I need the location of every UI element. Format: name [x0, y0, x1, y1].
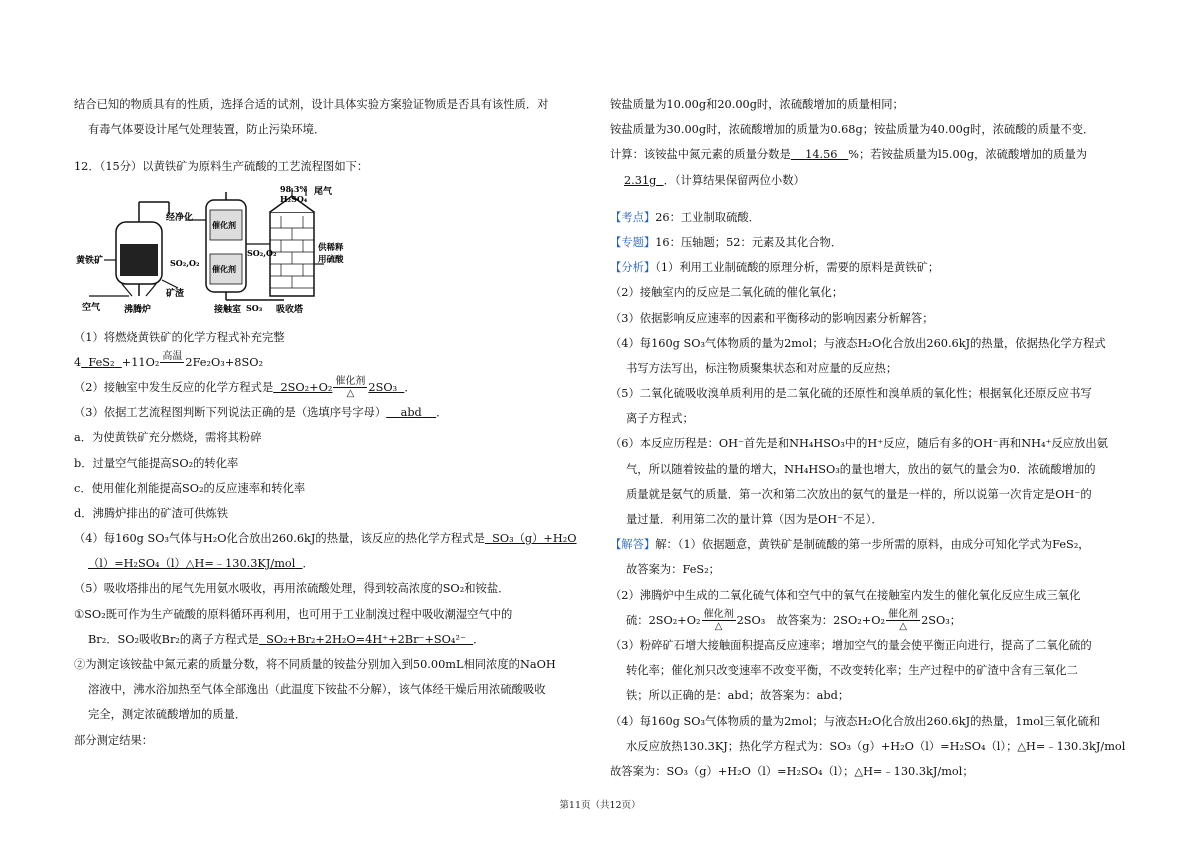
text-fragment: 硫：2SO₂+O₂ — [626, 613, 701, 627]
option-c: c．使用催化剂能提高SO₂的反应速率和转化率 — [74, 481, 306, 495]
answer-blank: （l）=H₂SO₄（l）△H=﹣130.3KJ/mol — [88, 557, 296, 571]
purify-label: 经净化 — [166, 212, 194, 223]
text-line: 书写方法写出，标注物质聚集状态和对应量的反应热； — [626, 361, 898, 375]
text-fragment: 计算：该铵盐中氮元素的质量分数是 — [610, 148, 791, 162]
text-line: 离子方程式； — [626, 412, 694, 426]
reaction-condition — [333, 376, 367, 399]
text-fragment: %；若铵盐质量为l5.00g，浓硫酸增加的质量为 — [848, 148, 1088, 162]
reaction-condition — [702, 609, 736, 632]
text-fragment: 2Fe₂O₃+8SO₂ — [185, 355, 263, 369]
answer-blank: 14.56 — [805, 148, 838, 162]
text-fragment: ． — [404, 380, 416, 394]
text-fragment: 4 — [74, 355, 82, 369]
text-line: （6）本反应历程是：OH⁻首先是和NH₄HSO₃中的H⁺反应，随后有多的OH⁻再和NH₄⁺反应放出氨 — [610, 437, 1108, 451]
text-line: （1）将燃烧黄铁矿的化学方程式补充完整 — [74, 330, 285, 344]
page-footer: 第11页（共12页） — [559, 800, 641, 811]
condition-bottom: △ — [899, 621, 907, 633]
text-line: 铵盐质量为30.00g时，浓硫酸增加的质量为0.68g；铵盐质量为40.00g时，浓硫酸的质量不变． — [610, 123, 1095, 137]
answer-blank: abd — [400, 406, 422, 420]
text-fragment: （2）接触室中发生反应的化学方程式是 — [74, 380, 274, 394]
section-tag: 【专题】 — [610, 235, 656, 249]
option-a: a．为使黄铁矿充分燃烧，需将其粉碎 — [74, 431, 262, 445]
text-fragment: ． — [436, 406, 448, 420]
topic — [610, 230, 1128, 255]
text-line: （4）每160g SO₃气体物质的量为2mol；与液态H₂O化合放出260.6kJ的热量，1mol三氧化硫和 — [610, 714, 1101, 728]
air-label: 空气 — [82, 302, 101, 313]
text-line — [74, 526, 594, 551]
answer-blank: 2SO₂+O₂ — [280, 380, 333, 394]
dilute-label-1: 供稀释 — [318, 242, 344, 253]
text-line — [74, 551, 594, 576]
dilute-label-2: 用硫酸 — [318, 254, 344, 265]
text-fragment: 解：（1）依据题意，黄铁矿是制硫酸的第一步所需的原料，由成分可知化学式为FeS₂， — [655, 538, 1090, 552]
text-line: 量过量．利用第二次的量计算（因为是OH⁻不足）． — [626, 513, 883, 526]
text-line: （3）依据影响反应速率的因素和平衡移动的影响因素分析解答； — [610, 311, 934, 325]
condition-top: 催化剂 — [335, 376, 366, 388]
condition-top: 催化剂 — [888, 609, 919, 621]
question-12-title: 12．（15分）以黄铁矿为原料生产硫酸的工艺流程图如下： — [74, 160, 369, 174]
answer-blank: FeS₂ — [88, 355, 115, 369]
left-column — [74, 92, 594, 753]
analysis — [610, 255, 1128, 280]
answer-blank: SO₂+Br₂+2H₂O=4H⁺+2Br⁻+SO₄²⁻ — [266, 632, 466, 646]
text-line: 气，所以随着铵盐的量的增大，NH₄HSO₃的量也增大，放出的氨气的量会为0．浓硫酸增加的 — [626, 462, 1096, 476]
text-line: 转化率；催化剂只改变速率不改变平衡，不改变转化率；生产过程中的矿渣中含有三氧化二 — [626, 664, 1078, 678]
text-fragment: （3）依据工艺流程图判断下列说法正确的是（选填序号字母） — [74, 406, 387, 420]
text-line: （2）接触室内的反应是二氧化硫的催化氧化； — [610, 286, 844, 300]
section-tag: 【解答】 — [610, 538, 656, 552]
text-line: 溶液中，沸水浴加热至气体全部逸出（此温度下铵盐不分解），该气体经干燥后用浓硫酸吸收 — [88, 683, 546, 697]
text-fragment: 16：压轴题；52：元素及其化合物． — [655, 235, 843, 249]
condition-top: 催化剂 — [703, 609, 734, 621]
text-fragment: ． — [473, 632, 485, 646]
text-line: 有毒气体要设计尾气处理装置，防止污染环境． — [88, 123, 326, 137]
furnace-label: 沸腾炉 — [124, 304, 152, 315]
text-fragment: 2SO₃ 故答案为：2SO₂+O₂ — [736, 613, 886, 627]
text-line: （2）沸腾炉中生成的二氧化硫气体和空气中的氧气在接触室内发生的催化氧化反应生成三氧化 — [610, 588, 1081, 602]
answer-blank: 2SO₃ — [368, 380, 398, 394]
text-line: （5）吸收塔排出的尾气先用氨水吸收，再用浓硫酸处理，得到较高浓度的SO₂和铵盐． — [74, 582, 510, 596]
so2o2-label-a: SO₂,O₂ — [170, 257, 200, 268]
text-line: （4）每160g SO₃气体物质的量为2mol；与液态H₂O化合放出260.6kJ的热量，依据热化学方程式 — [610, 336, 1106, 350]
acid-formula-label: H₂SO₄ — [280, 193, 308, 204]
knowledge-point — [610, 205, 1128, 230]
equation-line — [74, 375, 594, 400]
text-line: 铵盐质量为10.00g和20.00g时，浓硫酸增加的质量相同； — [610, 98, 904, 111]
text-line: 故答案为：FeS₂； — [626, 563, 720, 577]
catalyst-label-2: 催化剂 — [212, 263, 236, 274]
equation-line — [74, 350, 594, 375]
text-line: ①SO₂既可作为生产硫酸的原料循环再利用，也可用于工业制溴过程中吸收潮湿空气中的 — [74, 607, 513, 621]
so3-label: SO₃ — [246, 302, 263, 313]
reaction-condition — [160, 351, 184, 374]
text-fragment: （4）每160g SO₃气体与H₂O化合放出260.6kJ的热量，该反应的热化学方程式是 — [74, 532, 485, 546]
text-fragment: ． — [302, 557, 314, 571]
process-flow-diagram — [74, 184, 594, 319]
condition-bottom: △ — [346, 388, 355, 400]
text-line: 完全，测定浓硫酸增加的质量． — [88, 708, 247, 722]
text-fragment: 26：工业制取硫酸． — [655, 210, 760, 224]
text-line: ②为测定该铵盐中氮元素的质量分数，将不同质量的铵盐分别加入到50.00mL相同浓度的NaOH — [74, 658, 556, 671]
equation-line — [610, 608, 1128, 633]
text-line — [74, 627, 594, 652]
text-line: 结合已知的物质具有的性质，选择合适的试剂，设计具体实验方案验证物质是否具有该性质．对 — [74, 98, 549, 111]
text-line: 质量就是氨气的质量．第一次和第二次放出的氨气的量是一样的，所以说第一次肯定是OH⁻的 — [626, 487, 1092, 501]
acid-concentration-label: 98.3% — [280, 183, 308, 194]
text-fragment: （1）利用工业制硫酸的原理分析，需要的原料是黄铁矿； — [655, 261, 940, 275]
contact-label: 接触室 — [214, 304, 242, 315]
text-fragment: +11O₂ — [121, 355, 160, 369]
answer-blank: SO₃（g）+H₂O — [492, 532, 577, 546]
pyrite-label: 黄铁矿 — [76, 255, 104, 266]
catalyst-label-1: 催化剂 — [212, 219, 236, 230]
section-tag: 【分析】 — [610, 261, 656, 275]
absorb-label: 吸收塔 — [276, 304, 304, 315]
text-line: 水反应放热130.3KJ；热化学方程式为：SO₃（g）+H₂O（l）=H₂SO₄（l）；△H=﹣130.3kJ/mol — [626, 739, 1126, 753]
answer-blank: 2.31g — [624, 173, 657, 187]
text-line: 铁；所以正确的是：abd；故答案为：abd； — [626, 689, 850, 703]
text-fragment: 2SO₃； — [921, 613, 962, 627]
reaction-condition — [886, 609, 920, 632]
right-column — [610, 92, 1128, 784]
text-line — [610, 142, 1128, 167]
text-line — [74, 400, 594, 425]
so2o2-label-b: SO₂,O₂ — [247, 247, 277, 258]
text-line — [610, 168, 1128, 193]
option-b: b．过量空气能提高SO₂的转化率 — [74, 456, 239, 470]
text-line: 故答案为：SO₃（g）+H₂O（l）=H₂SO₄（l）；△H=﹣130.3kJ/mol； — [610, 764, 974, 778]
slag-label: 矿渣 — [166, 288, 185, 299]
text-line: （3）粉碎矿石增大接触面积提高反应速率；增加空气的量会使平衡正向进行，提高了二氧化硫的 — [610, 638, 1092, 652]
option-d: d．沸腾炉排出的矿渣可供炼铁 — [74, 506, 229, 520]
condition-top: 高温 — [162, 351, 183, 363]
solution — [610, 532, 1128, 557]
text-line: 部分测定结果： — [74, 733, 154, 747]
text-line: （5）二氧化硫吸收溴单质利用的是二氧化硫的还原性和溴单质的氧化性；根据氧化还原反应书写 — [610, 387, 1092, 401]
condition-bottom: △ — [714, 621, 723, 633]
section-tag: 【考点】 — [610, 210, 656, 224]
text-fragment: Br₂．SO₂吸收Br₂的离子方程式是 — [88, 632, 259, 646]
tail-gas-label: 尾气 — [314, 186, 333, 197]
text-fragment: ．（计算结果保留两位小数） — [663, 173, 805, 187]
